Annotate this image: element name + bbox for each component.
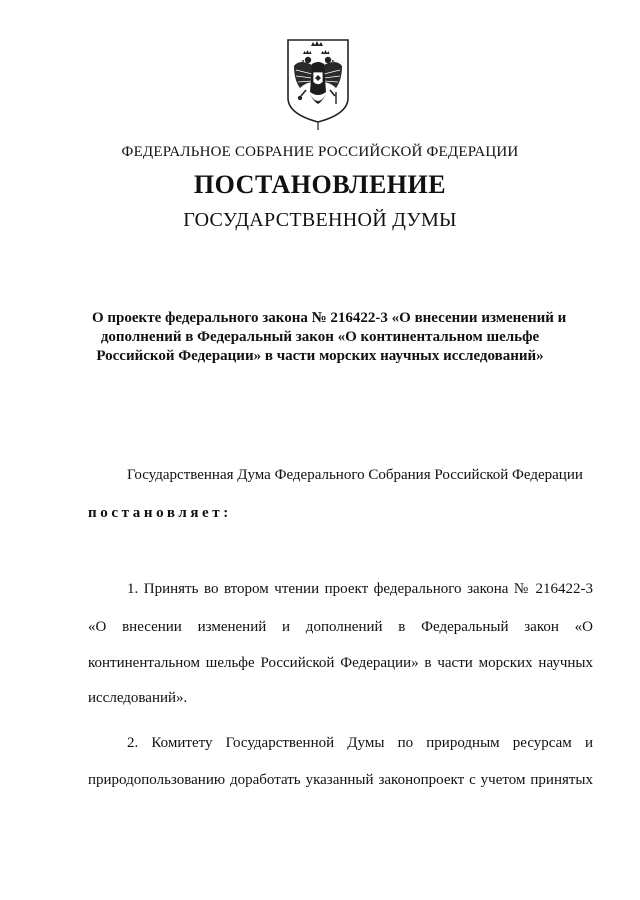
subject-line: О проекте федерального закона № 216422-3 «О внесении изменений и — [92, 310, 567, 326]
paragraph-1-line: континентальном шельфе Российской Федерации» в части морских научных — [88, 655, 593, 671]
paragraph-1-line: 1. Принять во втором чтении проект федерального закона № 216422-3 — [127, 581, 593, 597]
paragraph-2-line: природопользованию доработать указанный законопроект с учетом принятых — [88, 772, 593, 788]
coat-of-arms-icon — [284, 36, 352, 132]
paragraph-1-line: исследований». — [88, 690, 188, 706]
parliament-name: ФЕДЕРАЛЬНОЕ СОБРАНИЕ РОССИЙСКОЙ ФЕДЕРАЦИИ — [121, 144, 519, 160]
subject-line: Российской Федерации» в части морских научных исследований» — [96, 348, 544, 364]
paragraph-2-line: 2. Комитету Государственной Думы по природным ресурсам и — [127, 735, 593, 751]
preamble-text: Государственная Дума Федерального Собрания Российской Федерации — [127, 467, 583, 483]
subject-line: дополнений в Федеральный закон «О континентальном шельфе — [100, 329, 540, 345]
document-type-title: ПОСТАНОВЛЕНИЕ — [193, 170, 447, 199]
resolution-subject — [92, 309, 567, 366]
paragraph-1-line: «О внесении изменений и дополнений в Федеральный закон «О — [88, 619, 593, 635]
document-issuer: ГОСУДАРСТВЕННОЙ ДУМЫ — [183, 209, 457, 231]
resolves-keyword: постановляет: — [88, 505, 232, 521]
